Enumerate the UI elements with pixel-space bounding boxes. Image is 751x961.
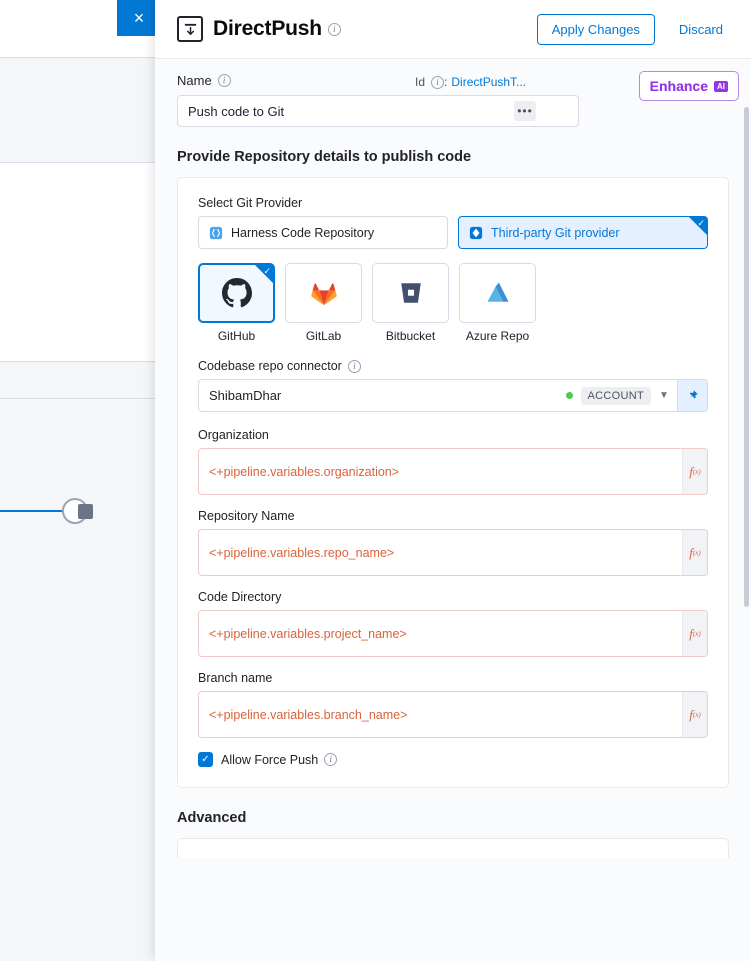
provider-tile-github xyxy=(198,263,275,343)
allow-force-push-label-text: Allow Force Push xyxy=(221,752,319,767)
enhance-label: Enhance xyxy=(649,78,708,94)
info-icon[interactable]: i xyxy=(324,753,337,766)
advanced-section-title: Advanced xyxy=(177,810,247,826)
github-icon xyxy=(222,278,252,308)
input-organization-value: <+pipeline.variables.organization> xyxy=(209,464,400,479)
provider-option-label: Third-party Git provider xyxy=(491,225,620,240)
provider-tile-label: Bitbucket xyxy=(385,329,436,343)
pin-icon[interactable] xyxy=(677,380,707,411)
harness-code-icon xyxy=(209,226,223,240)
info-icon[interactable]: i xyxy=(328,23,341,36)
discard-button[interactable]: Discard xyxy=(673,21,729,38)
id-separator: : xyxy=(444,75,448,89)
ai-badge: AI xyxy=(714,81,728,92)
name-options-button[interactable]: ••• xyxy=(514,101,536,121)
expression-toggle-icon[interactable]: f (x) xyxy=(682,449,707,494)
provider-tile-bitbucket xyxy=(372,263,449,343)
field-label-branch-name: Branch name xyxy=(198,671,273,685)
drawer-header xyxy=(155,0,751,59)
enhance-button[interactable] xyxy=(639,71,739,101)
canvas-divider xyxy=(0,361,155,362)
step-config-drawer xyxy=(155,0,751,961)
provider-tile-azure-repo-button[interactable] xyxy=(459,263,536,323)
provider-tile-gitlab xyxy=(285,263,362,343)
git-provider-label-text: Select Git Provider xyxy=(198,196,303,210)
expression-toggle-icon[interactable]: f (x) xyxy=(682,530,707,575)
check-icon: ✓ xyxy=(697,218,705,228)
input-code-directory[interactable] xyxy=(198,610,708,657)
provider-tile-gitlab-button[interactable] xyxy=(285,263,362,323)
connector-scope-badge: ACCOUNT xyxy=(581,387,652,405)
field-repository-name xyxy=(198,509,708,576)
name-section xyxy=(155,59,751,127)
connector-value: ShibamDhar xyxy=(209,388,282,403)
canvas-divider xyxy=(0,162,155,163)
id-value[interactable]: DirectPushT... xyxy=(451,75,527,89)
id-label: Id xyxy=(415,75,426,89)
provider-option-third-party[interactable] xyxy=(458,216,708,249)
apply-changes-button[interactable]: Apply Changes xyxy=(537,14,655,45)
provider-option-label: Harness Code Repository xyxy=(231,225,375,240)
page-title: DirectPush xyxy=(213,17,322,40)
expression-toggle-icon[interactable]: f (x) xyxy=(682,611,707,656)
pipeline-node-glyph xyxy=(78,504,93,519)
drawer-body xyxy=(155,59,751,961)
canvas-divider xyxy=(0,398,155,399)
gitlab-icon xyxy=(310,279,338,307)
field-organization xyxy=(198,428,708,495)
header-actions xyxy=(537,14,729,45)
expression-toggle-icon[interactable]: f (x) xyxy=(682,692,707,737)
provider-tile-github-button[interactable] xyxy=(198,263,275,323)
connector-label xyxy=(198,359,708,373)
azure-repo-icon xyxy=(484,279,512,307)
repository-details-card xyxy=(177,177,729,788)
connector-field[interactable] xyxy=(198,379,708,412)
git-provider-label xyxy=(198,196,708,210)
connection-status-dot xyxy=(566,392,573,399)
allow-force-push-checkbox[interactable]: ✓ xyxy=(198,752,213,767)
canvas-mid-band xyxy=(0,162,155,361)
git-provider-tiles xyxy=(198,263,708,343)
field-branch-name xyxy=(198,671,708,738)
name-input[interactable] xyxy=(186,103,516,120)
field-code-directory xyxy=(198,590,708,657)
info-icon[interactable]: i xyxy=(218,74,231,87)
close-icon[interactable]: × xyxy=(117,0,161,36)
field-label-organization: Organization xyxy=(198,428,269,442)
section-title: Provide Repository details to publish code xyxy=(177,149,472,165)
canvas-divider xyxy=(0,57,155,58)
chevron-down-icon[interactable]: ▼ xyxy=(659,390,669,401)
input-repository-name[interactable] xyxy=(198,529,708,576)
pipeline-canvas xyxy=(0,0,155,961)
field-label-code-directory: Code Directory xyxy=(198,590,282,604)
name-label: Name xyxy=(177,73,212,88)
provider-tile-label: Azure Repo xyxy=(465,329,530,343)
info-icon[interactable]: i xyxy=(431,76,444,89)
vertical-scrollbar[interactable] xyxy=(744,107,749,607)
input-code-directory-value: <+pipeline.variables.project_name> xyxy=(209,626,407,641)
provider-tile-label: GitHub xyxy=(217,329,256,343)
provider-tile-label: GitLab xyxy=(305,329,342,343)
input-organization[interactable] xyxy=(198,448,708,495)
step-id-block xyxy=(415,75,526,89)
third-party-git-icon xyxy=(469,226,483,240)
provider-tile-bitbucket-button[interactable] xyxy=(372,263,449,323)
input-repository-name-value: <+pipeline.variables.repo_name> xyxy=(209,545,395,560)
input-branch-name-value: <+pipeline.variables.branch_name> xyxy=(209,707,408,722)
connector-label-text: Codebase repo connector xyxy=(198,359,342,373)
bitbucket-icon xyxy=(398,280,424,306)
input-branch-name[interactable] xyxy=(198,691,708,738)
push-step-icon xyxy=(177,16,203,42)
provider-tile-azure-repo xyxy=(459,263,536,343)
name-input-wrapper xyxy=(177,95,579,127)
info-icon[interactable]: i xyxy=(348,360,361,373)
advanced-section-card xyxy=(177,838,729,858)
allow-force-push-label xyxy=(221,753,337,767)
provider-option-harness-code[interactable] xyxy=(198,216,448,249)
field-label-repository-name: Repository Name xyxy=(198,509,295,523)
check-icon: ✓ xyxy=(263,266,271,276)
git-provider-options xyxy=(198,216,708,249)
allow-force-push-row xyxy=(198,752,708,767)
